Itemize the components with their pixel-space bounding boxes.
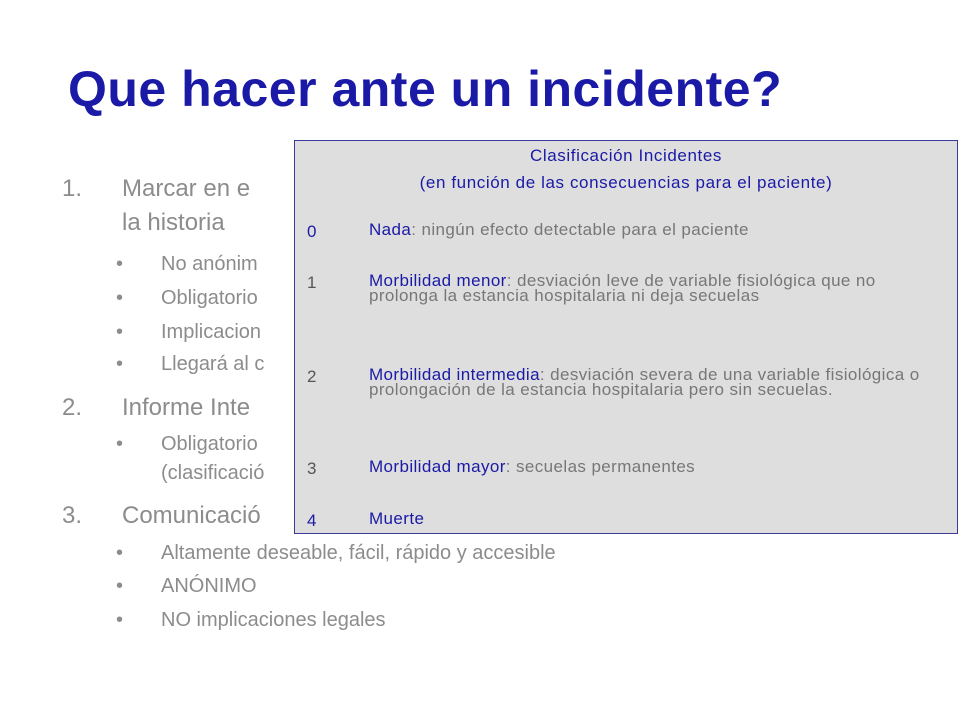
level-description <box>369 367 929 397</box>
sub-item-text: Altamente deseable, fácil, rápido y accesible <box>161 542 556 564</box>
level-number: 4 <box>307 511 317 530</box>
slide-title: Que hacer ante un incidente? <box>68 61 783 117</box>
item-number: 3. <box>62 502 83 529</box>
bullet: • <box>116 433 124 455</box>
level-term: Nada <box>369 220 412 239</box>
box-title: Clasificación Incidentes <box>529 146 723 165</box>
bullet: • <box>116 609 124 631</box>
level-description <box>369 459 929 474</box>
bullet: • <box>116 321 124 343</box>
sub-item-text: Implicacion <box>161 321 262 343</box>
sub-item-text: (clasificació <box>161 462 265 484</box>
item-text: Informe Inte <box>122 394 251 421</box>
bullet: • <box>116 542 124 564</box>
sub-item-text: Llegará al c <box>161 353 265 375</box>
level-description <box>369 511 929 526</box>
level-detail: : desviación severa de una variable fisiológica o prolongación de la estancia hospitalaria pero sin secuelas. <box>369 365 920 399</box>
bullet: • <box>116 353 124 375</box>
item-text-continued: la historia <box>122 209 225 236</box>
bullet: • <box>116 253 124 275</box>
item-number: 1. <box>62 175 83 202</box>
level-description <box>369 273 929 303</box>
level-number: 3 <box>307 459 317 478</box>
item-text: Marcar en e <box>122 175 251 202</box>
level-number: 1 <box>307 273 317 292</box>
level-detail: : secuelas permanentes <box>505 457 696 476</box>
level-term: Muerte <box>369 509 425 528</box>
bullet: • <box>116 287 124 309</box>
item-number: 2. <box>62 394 83 421</box>
level-term: Morbilidad menor <box>369 271 507 290</box>
bullet: • <box>116 575 124 597</box>
sub-item-text: ANÓNIMO <box>161 575 257 597</box>
sub-item-text: Obligatorio <box>161 287 258 309</box>
level-detail: : desviación leve de variable fisiológica que no prolonga la estancia hospitalaria ni deja secuelas <box>369 271 876 305</box>
level-detail: : ningún efecto detectable para el paciente <box>411 220 749 239</box>
classification-box <box>294 140 958 534</box>
sub-item-text: No anónim <box>161 253 258 275</box>
level-number: 0 <box>307 222 317 241</box>
level-term: Morbilidad mayor <box>369 457 506 476</box>
box-subtitle: (en función de las consecuencias para el paciente) <box>419 173 833 192</box>
level-description <box>369 222 929 237</box>
sub-item-text: NO implicaciones legales <box>161 609 386 631</box>
item-text: Comunicació <box>122 502 261 529</box>
sub-item-text: Obligatorio <box>161 433 258 455</box>
level-number: 2 <box>307 367 317 386</box>
level-term: Morbilidad intermedia <box>369 365 540 384</box>
